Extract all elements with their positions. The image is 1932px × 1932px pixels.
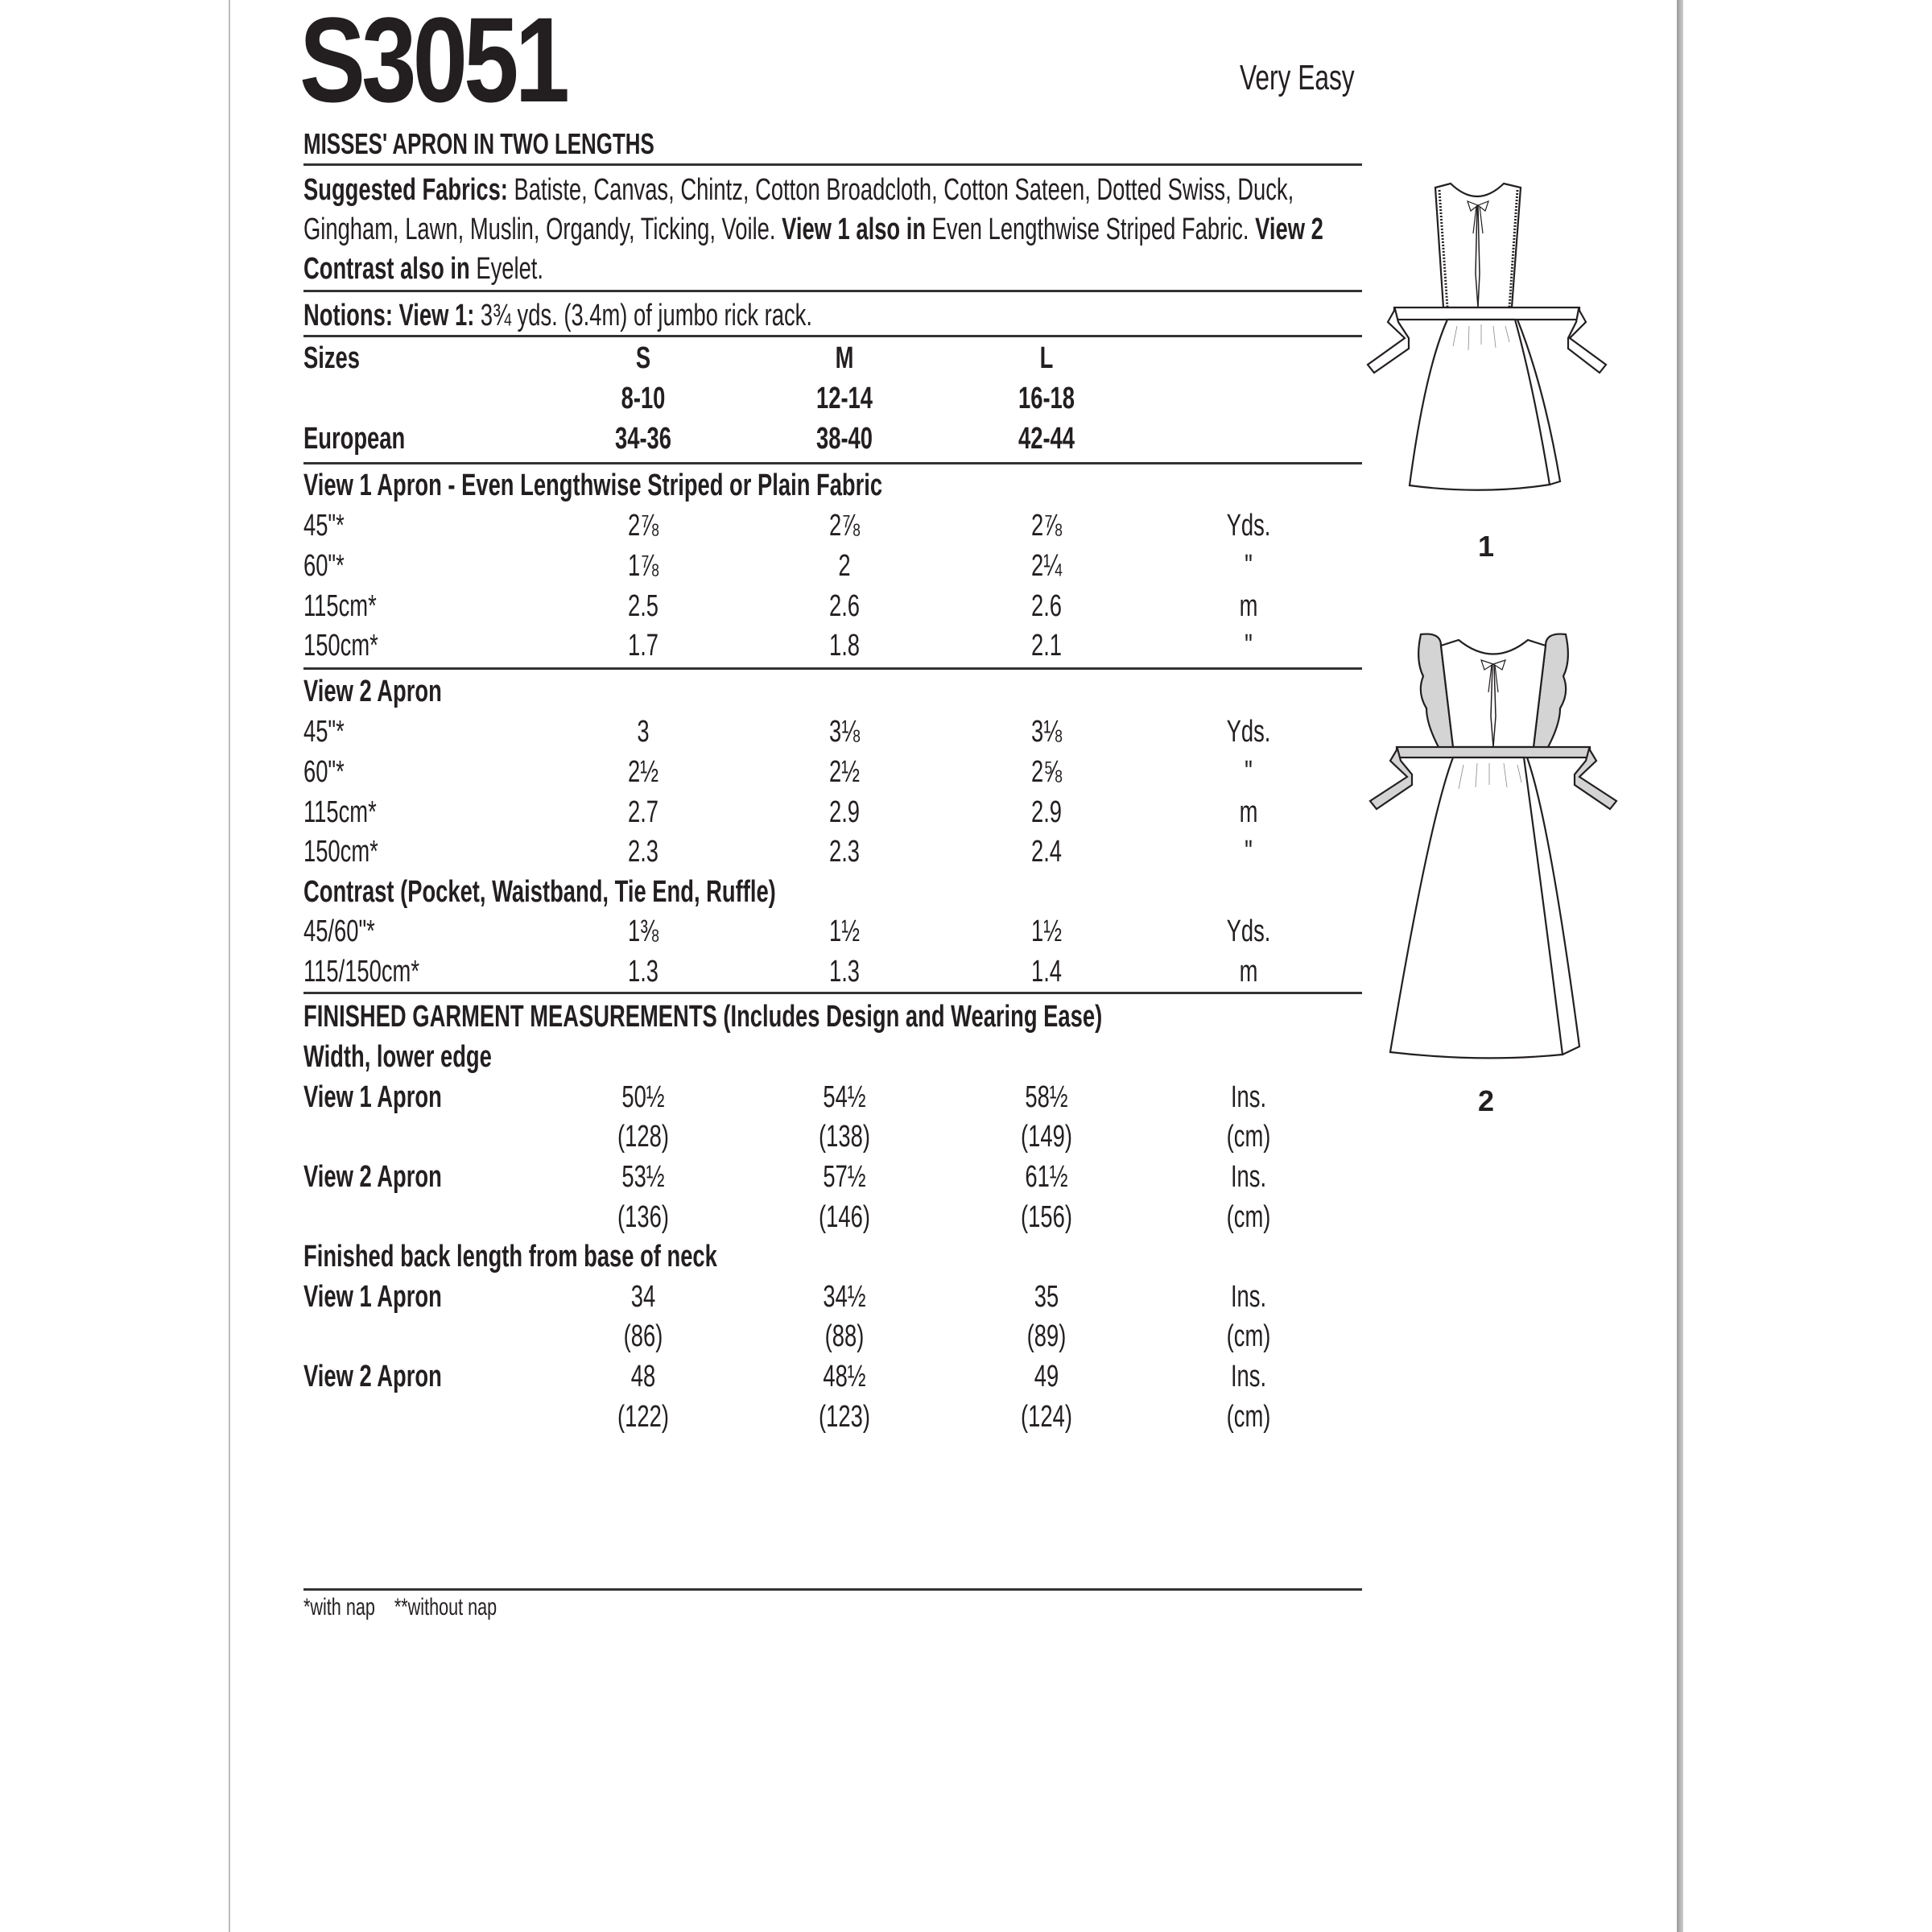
fabric-width: 45/60"* [303, 914, 375, 948]
unit: " [1245, 755, 1253, 789]
size-range-l: 16-18 [1018, 382, 1075, 415]
page-left-edge [229, 0, 230, 1932]
table-row [303, 715, 1362, 755]
table-row [303, 914, 1362, 955]
value-m: (138) [819, 1120, 870, 1154]
finished-heading-row [303, 1000, 1362, 1040]
value-l: (124) [1021, 1400, 1072, 1434]
value-m: 2 [838, 549, 851, 583]
value-l: 2.9 [1030, 795, 1063, 829]
size-s: S [635, 341, 651, 375]
footnote [303, 1594, 497, 1621]
width-heading-row [303, 1040, 1362, 1080]
sizes-label: Sizes [303, 341, 360, 375]
unit: Ins. [1230, 1360, 1267, 1393]
value-s: 53½ [621, 1160, 665, 1194]
unit: Ins. [1230, 1280, 1267, 1314]
unit: Yds. [1226, 509, 1271, 543]
value-l: (156) [1021, 1200, 1072, 1234]
value-m: 54½ [823, 1080, 866, 1114]
pattern-number: S3051 [299, 0, 567, 127]
value-l: 3⅛ [1030, 715, 1063, 749]
view2-heading-row [303, 675, 1362, 715]
table-row [303, 549, 1362, 589]
european-l: 42-44 [1018, 422, 1075, 456]
waistband [1394, 308, 1579, 320]
european-m: 38-40 [816, 422, 873, 456]
skirt [1410, 320, 1550, 490]
fabrics-label: Suggested Fabrics: [303, 173, 508, 207]
table-row [303, 1120, 1362, 1160]
table-row [303, 589, 1362, 630]
table-row [303, 1319, 1362, 1360]
table-row [303, 1160, 1362, 1200]
value-l: 2¼ [1030, 549, 1063, 583]
value-s: 1⅞ [627, 549, 659, 583]
european-sizes-row [303, 422, 1362, 462]
divider [303, 290, 1362, 292]
width-heading: Width, lower edge [303, 1040, 492, 1074]
value-m: 2.6 [828, 589, 861, 623]
table-row [303, 835, 1362, 875]
finished-heading-bold: FINISHED GARMENT MEASUREMENTS [303, 1000, 717, 1034]
length-heading-row [303, 1240, 1362, 1280]
row-label: View 1 Apron [303, 1080, 442, 1114]
suggested-fabrics [303, 171, 1347, 289]
unit: Ins. [1230, 1080, 1267, 1114]
value-m: 3⅛ [828, 715, 861, 749]
unit: Yds. [1226, 715, 1271, 749]
value-m: 2.9 [828, 795, 861, 829]
bib [1435, 184, 1521, 308]
contrast-heading-row [303, 875, 1362, 915]
view-2-number: 2 [1477, 1084, 1495, 1117]
european-s: 34-36 [615, 422, 671, 456]
value-m: (146) [819, 1200, 870, 1234]
size-m: M [835, 341, 854, 375]
table-row [303, 1400, 1362, 1440]
unit: (cm) [1226, 1120, 1271, 1154]
fabric-width: 60"* [303, 755, 345, 789]
sizes-row [303, 341, 1362, 382]
table-row [303, 1200, 1362, 1241]
apron-view-1-illustration [1360, 177, 1626, 499]
view2-fabric-text: Eyelet. [469, 252, 544, 286]
length-heading: Finished back length from base of neck [303, 1240, 717, 1274]
finished-heading [303, 1000, 1102, 1034]
value-l: 2⅝ [1030, 755, 1063, 789]
unit: " [1245, 629, 1253, 663]
unit: (cm) [1226, 1400, 1271, 1434]
value-s: 2⅞ [627, 509, 659, 543]
divider [303, 667, 1362, 670]
waistband [1397, 747, 1590, 758]
value-l: 1½ [1030, 914, 1063, 948]
european-label: European [303, 422, 406, 456]
fabric-width: 45"* [303, 509, 345, 543]
size-l: L [1039, 341, 1054, 375]
value-l: 58½ [1025, 1080, 1068, 1114]
value-m: 48½ [823, 1360, 866, 1393]
value-s: (86) [623, 1319, 663, 1353]
unit: Yds. [1226, 914, 1271, 948]
notions [303, 296, 1347, 336]
value-s: (122) [617, 1400, 669, 1434]
view-1-number: 1 [1477, 530, 1495, 563]
bib [1441, 640, 1546, 747]
value-l: 2.4 [1030, 835, 1063, 869]
apron-view-2-illustration [1360, 628, 1626, 1063]
pattern-title: MISSES' APRON IN TWO LENGTHS [303, 127, 654, 160]
unit: " [1245, 835, 1253, 869]
page-right-edge [1677, 0, 1683, 1932]
value-m: (123) [819, 1400, 870, 1434]
value-m: 2⅞ [828, 509, 861, 543]
divider [303, 462, 1362, 464]
value-s: 3 [637, 715, 650, 749]
divider [303, 163, 1362, 166]
fabric-width: 45"* [303, 715, 345, 749]
row-label: View 2 Apron [303, 1360, 442, 1393]
notions-text: 3¾ yds. (3.4m) of jumbo rick rack. [474, 299, 812, 332]
row-label: View 2 Apron [303, 1160, 442, 1194]
view1-fabric-label: View 1 also in [782, 213, 927, 246]
notions-label: Notions: View 1: [303, 299, 475, 332]
value-s: 2.7 [627, 795, 659, 829]
size-range-m: 12-14 [816, 382, 873, 415]
divider [303, 335, 1362, 337]
row-label: View 1 Apron [303, 1280, 442, 1314]
value-s: (136) [617, 1200, 669, 1234]
finished-heading-rest: (Includes Design and Wearing Ease) [716, 1000, 1103, 1034]
unit: (cm) [1226, 1200, 1271, 1234]
value-l: 2.6 [1030, 589, 1063, 623]
view1-heading: View 1 Apron - Even Lengthwise Striped or Plain Fabric [303, 469, 883, 502]
size-ranges-row [303, 382, 1362, 422]
value-s: 2.5 [627, 589, 659, 623]
value-s: 1.7 [627, 629, 659, 663]
value-s: 2½ [627, 755, 659, 789]
unit: " [1245, 549, 1253, 583]
fabric-width: 115/150cm* [303, 955, 419, 989]
value-m: 1.8 [828, 629, 861, 663]
value-l: 35 [1034, 1280, 1059, 1314]
value-s: 2.3 [627, 835, 659, 869]
table-row [303, 955, 1362, 995]
value-s: 48 [630, 1360, 656, 1393]
table-row [303, 509, 1362, 549]
unit: m [1239, 795, 1258, 829]
size-range-s: 8-10 [621, 382, 666, 415]
with-nap-note: *with nap [303, 1594, 375, 1620]
fabric-width: 115cm* [303, 795, 377, 829]
unit: m [1239, 955, 1258, 989]
value-m: 1.3 [828, 955, 861, 989]
value-s: 50½ [621, 1080, 665, 1114]
contrast-heading: Contrast (Pocket, Waistband, Tie End, Ruffle) [303, 875, 776, 909]
difficulty-label: Very Easy [1240, 58, 1355, 97]
fabrics-text: Batiste, Canvas, Chintz, Cotton Broadcloth, Cotton Sateen, Dotted Swiss, Duck, Gingham, Lawn, Muslin, Organdy, Ticking, Voile. [303, 173, 1294, 246]
value-m: 1½ [828, 914, 861, 948]
value-l: 1.4 [1030, 955, 1063, 989]
value-l: 2.1 [1030, 629, 1063, 663]
table-row [303, 755, 1362, 795]
value-l: 49 [1034, 1360, 1059, 1393]
view1-fabric-text: Even Lengthwise Striped Fabric. [926, 213, 1256, 246]
value-s: 1.3 [627, 955, 659, 989]
divider [303, 1588, 1362, 1591]
without-nap-note: **without nap [394, 1594, 497, 1620]
fabric-width: 60"* [303, 549, 345, 583]
table-row [303, 629, 1362, 669]
fabric-width: 150cm* [303, 629, 378, 663]
view2-heading: View 2 Apron [303, 675, 442, 708]
fabric-width: 115cm* [303, 589, 377, 623]
value-l: 61½ [1025, 1160, 1068, 1194]
view2-fabric-label: View 2 Contrast also in [303, 213, 1323, 286]
value-s: (128) [617, 1120, 669, 1154]
value-m: (88) [824, 1319, 865, 1353]
unit: m [1239, 589, 1258, 623]
unit: (cm) [1226, 1319, 1271, 1353]
table-row [303, 1280, 1362, 1320]
value-m: 34½ [823, 1280, 866, 1314]
divider [303, 992, 1362, 994]
value-l: 2⅞ [1030, 509, 1063, 543]
value-l: (89) [1026, 1319, 1067, 1353]
value-l: (149) [1021, 1120, 1072, 1154]
value-s: 1⅜ [627, 914, 659, 948]
value-s: 34 [630, 1280, 656, 1314]
table-row [303, 1360, 1362, 1400]
value-m: 2½ [828, 755, 861, 789]
table-row [303, 1080, 1362, 1121]
view1-heading-row [303, 469, 1362, 509]
fabric-width: 150cm* [303, 835, 378, 869]
value-m: 2.3 [828, 835, 861, 869]
unit: Ins. [1230, 1160, 1267, 1194]
value-m: 57½ [823, 1160, 866, 1194]
table-row [303, 795, 1362, 836]
skirt [1390, 758, 1563, 1058]
